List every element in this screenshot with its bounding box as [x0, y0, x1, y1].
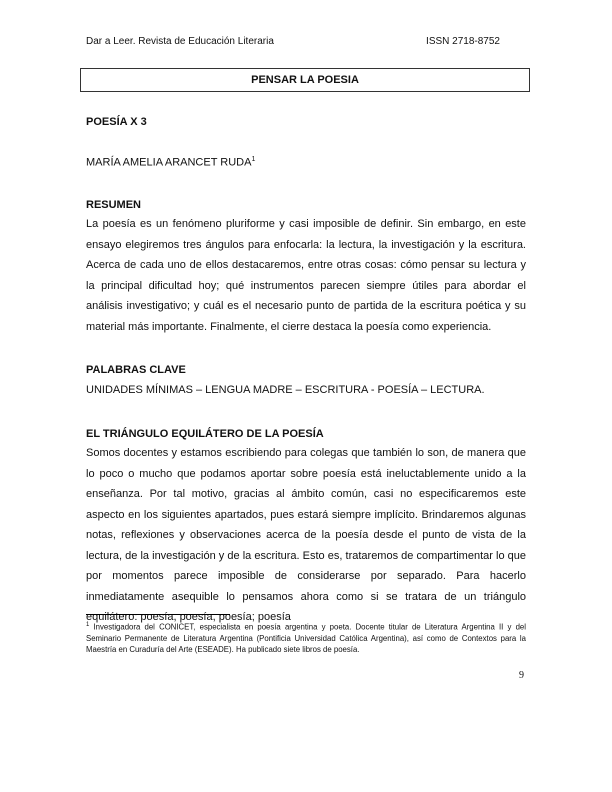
author-name: MARÍA AMELIA ARANCET RUDA	[86, 156, 252, 169]
section-label-box	[80, 68, 530, 92]
footnote-marker: 1	[86, 622, 90, 628]
footnote-text: Investigadora del CONICET, especialista en poesía argentina y poeta. Docente titular de Literatura Argentina II y del Seminario Permanente de Literatura Argentina (Pontificia Universidad Católica Argentina), así como de Contextos para la Maestría en Curaduría del Arte (ESEADE). Ha publicado siete libros de poesía.	[86, 622, 526, 654]
abstract-heading: RESUMEN	[86, 199, 142, 211]
keywords-heading: PALABRAS CLAVE	[86, 364, 186, 376]
author-line	[86, 156, 255, 169]
page-number: 9	[519, 670, 524, 681]
issn: ISSN 2718-8752	[426, 36, 500, 47]
footnote	[86, 620, 526, 655]
footnote-divider	[86, 614, 230, 615]
running-header	[86, 36, 500, 47]
keywords-text: UNIDADES MÍNIMAS – LENGUA MADRE – ESCRITURA - POESÍA – LECTURA.	[86, 384, 485, 396]
section-label: PENSAR LA POESIA	[251, 74, 359, 86]
article-title: POESÍA X 3	[86, 116, 147, 128]
abstract-text: La poesía es un fenómeno pluriforme y casi imposible de definir. Sin embargo, en este ensayo elegiremos tres ángulos para enfocarla: la lectura, la investigación y la escritura. Acerca de cada uno de ellos destacaremos, entre otras cosas: cómo pensar su lectura y la principal dificultad hoy; qué instrumentos parecen siempre útiles para abordar el análisis investigativo; y cuál es el necesario punto de partida de la escritura poética y su material más importante. Finalmente, el cierre destaca la poesía como experiencia.	[86, 218, 526, 333]
footnote-ref[interactable]: 1	[251, 156, 256, 163]
journal-name: Dar a Leer. Revista de Educación Literaria	[86, 36, 274, 47]
section-body: Somos docentes y estamos escribiendo para colegas que también lo son, de manera que lo poco o mucho que podamos aportar sobre poesía está ineluctablemente unido a la enseñanza. Por tal motivo, gracias al ámbito común, casi no especificaremos este aspecto en los siguientes apartados, pues estará siempre implícito. Brindaremos algunas notas, reflexiones y observaciones acerca de la poesía desde el punto de vista de la lectura, de la investigación y de la escritura. Esto es, trataremos de compartimentar lo que por momentos parece imposible de considerarse por separado. Para hacerlo inmediatamente asequible lo pensamos ahora como si se tratara de un triángulo equilátero: poesía, poesía, poesía; poesía	[86, 447, 526, 623]
section-heading: EL TRIÁNGULO EQUILÁTERO DE LA POESÍA	[86, 428, 324, 440]
